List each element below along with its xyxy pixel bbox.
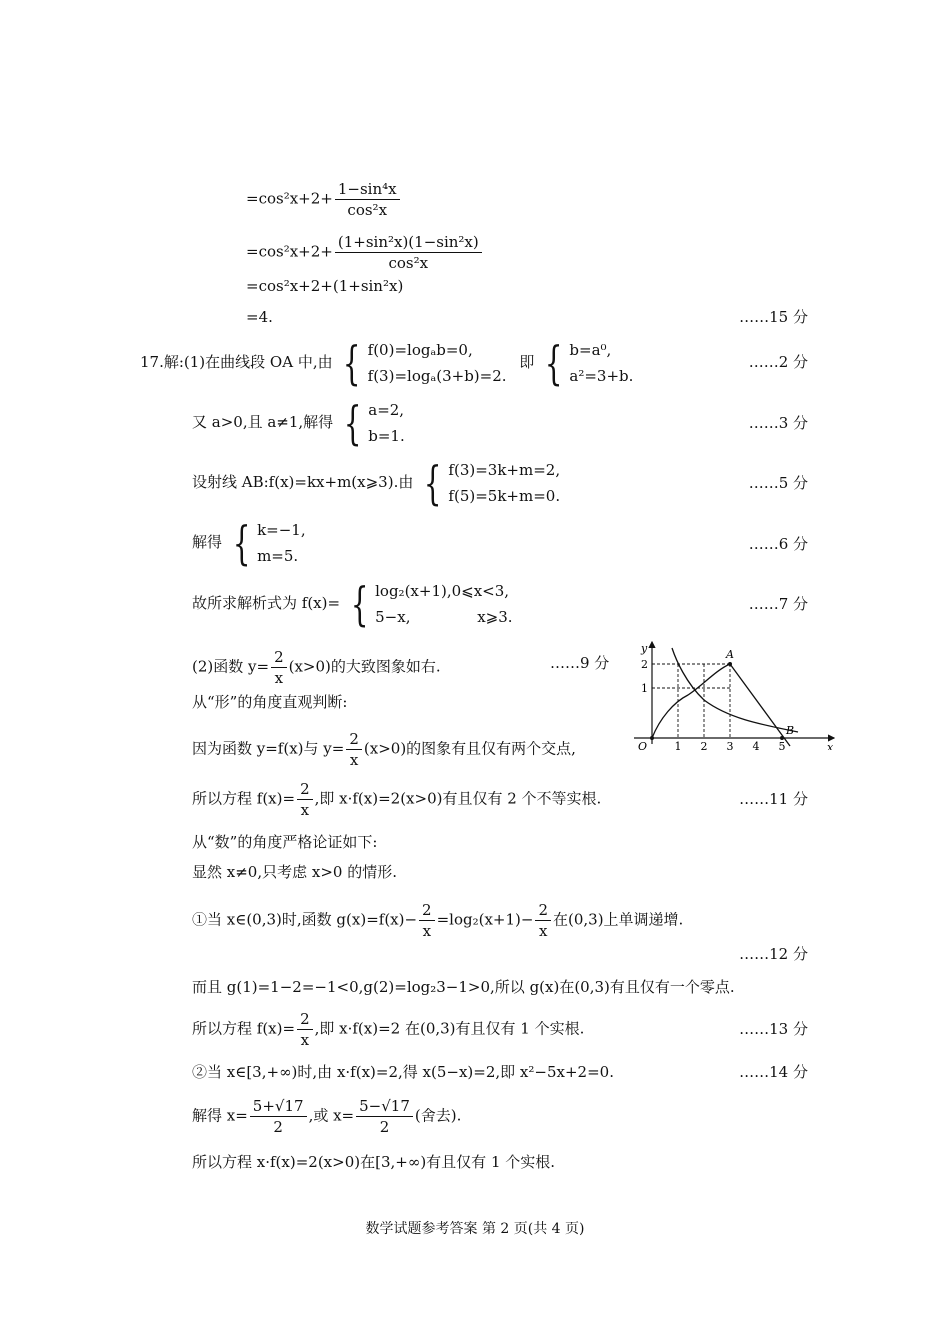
page-footer: 数学试题参考答案 第 2 页(共 4 页) xyxy=(365,1221,585,1237)
eq-line-1: =cos²x+2+ $\frac{\text{1−sin⁴x}}{\text{cos²x}}$ xyxy=(246,180,402,219)
system-1: { f(0)=logₐb=0, f(3)=logₐ(3+b)=2. xyxy=(343,336,507,390)
x-tick: 2 xyxy=(700,740,708,750)
q17-line: 17.解:(1)在曲线段 OA 中,由 { f(0)=logₐb=0, f(3)=logₐ(3+b)=2. 即 { b=a⁰, a²=3+b. xyxy=(140,336,634,390)
x-tick: 3 xyxy=(726,740,734,750)
line-two-roots: 所以方程 f(x)= $\frac{2}{x}$ ,即 x·f(x)=2(x>0)有且仅有 2 个不等实根. xyxy=(192,780,602,819)
line-number: 从“数”的角度严格论证如下: xyxy=(192,833,378,851)
score-3: ……3 分 xyxy=(748,414,808,432)
score-9: ……9 分 xyxy=(550,654,610,672)
y-tick: 1 xyxy=(641,682,648,695)
fraction: $\frac{\text{1−sin⁴x}}{\text{cos²x}}$ xyxy=(335,180,400,219)
x-tick: 4 xyxy=(752,740,760,750)
line-one-root: 所以方程 f(x)= $\frac{2}{x}$ ,即 x·f(x)=2 在(0,3)有且仅有 1 个实根. xyxy=(192,1010,585,1049)
origin-label: O xyxy=(638,740,648,750)
system-3: { a=2, b=1. xyxy=(343,396,405,450)
eq-line-2: =cos²x+2+ $\frac{\text{(1+sin²x)(1−sin²x)}}{\text{cos²x}}$ xyxy=(246,233,484,272)
line-shape: 从“形”的角度直观判断: xyxy=(192,693,348,711)
line-ray-ab: 设射线 AB:f(x)=kx+m(x⩾3).由 { f(3)=3k+m=2, f(5)=5k+m=0. xyxy=(192,456,561,510)
system-6: { log₂(x+1),0⩽x<3, 5−x, x⩾3. xyxy=(350,577,513,631)
line-x-nonzero: 显然 x≠0,只考虑 x>0 的情形. xyxy=(192,863,397,881)
eq-line-3: =cos²x+2+(1+sin²x) xyxy=(246,277,404,295)
score-6: ……6 分 xyxy=(748,535,808,553)
score-7: ……7 分 xyxy=(748,595,808,613)
line-zero-point: 而且 g(1)=1−2=−1<0,g(2)=log₂3−1>0,所以 g(x)在(0,3)有且仅有一个零点. xyxy=(192,978,735,996)
line-final: 所以方程 x·f(x)=2(x>0)在[3,+∞)有且仅有 1 个实根. xyxy=(192,1153,556,1171)
line-case-1: ①当 x∈(0,3)时,函数 g(x)=f(x)− $\frac{2}{x}$ =log₂(x+1)− $\frac{2}{x}$ 在(0,3)上单调递增. xyxy=(192,901,684,940)
line-intersections: 因为函数 y=f(x)与 y= $\frac{2}{x}$ (x>0)的图象有且仅有两个交点, xyxy=(192,730,576,769)
line-case-2: ②当 x∈[3,+∞)时,由 x·f(x)=2,得 x(5−x)=2,即 x²−5x+2=0. xyxy=(192,1063,614,1081)
line-solve-x: 解得 x= $\frac{5+√17}{2}$ ,或 x= $\frac{5-√17}{2}$ (舍去). xyxy=(192,1097,462,1136)
function-graph xyxy=(628,638,840,750)
line-piecewise: 故所求解析式为 f(x)= { log₂(x+1),0⩽x<3, 5−x, x⩾3. xyxy=(192,577,513,631)
x-axis-label: x xyxy=(827,741,834,750)
point-b-label: B xyxy=(786,724,795,737)
score-14: ……14 分 xyxy=(739,1063,808,1081)
system-4: { f(3)=3k+m=2, f(5)=5k+m=0. xyxy=(423,456,561,510)
score-15: ……15 分 xyxy=(739,308,808,326)
system-2: { b=a⁰, a²=3+b. xyxy=(544,336,634,390)
point-b xyxy=(780,736,784,740)
score-2: ……2 分 xyxy=(748,353,808,371)
score-5: ……5 分 xyxy=(748,474,808,492)
line-a-b: 又 a>0,且 a≠1,解得 { a=2, b=1. xyxy=(192,396,405,450)
log-curve xyxy=(652,664,730,738)
score-12: ……12 分 xyxy=(739,945,808,963)
ray-ab xyxy=(730,664,790,746)
score-13: ……13 分 xyxy=(739,1020,808,1038)
eq-line-4: =4. xyxy=(246,308,273,326)
point-a-label: A xyxy=(726,648,734,661)
line-part2: (2)函数 y= $\frac{2}{x}$ (x>0)的大致图象如右. xyxy=(192,648,441,687)
y-axis-label: y xyxy=(641,642,648,655)
point-a xyxy=(728,662,732,666)
fraction: $\frac{\text{(1+sin²x)(1−sin²x)}}{\text{cos²x}}$ xyxy=(335,233,482,272)
origin-point xyxy=(650,736,654,740)
score-11: ……11 分 xyxy=(739,790,808,808)
x-tick: 1 xyxy=(674,740,682,750)
y-tick: 2 xyxy=(641,658,648,671)
x-tick-labels xyxy=(675,740,786,750)
reciprocal-curve xyxy=(672,648,798,732)
system-5: { k=−1, m=5. xyxy=(232,516,306,570)
line-solve-km: 解得 { k=−1, m=5. xyxy=(192,516,306,570)
x-tick: 5 xyxy=(778,740,786,750)
